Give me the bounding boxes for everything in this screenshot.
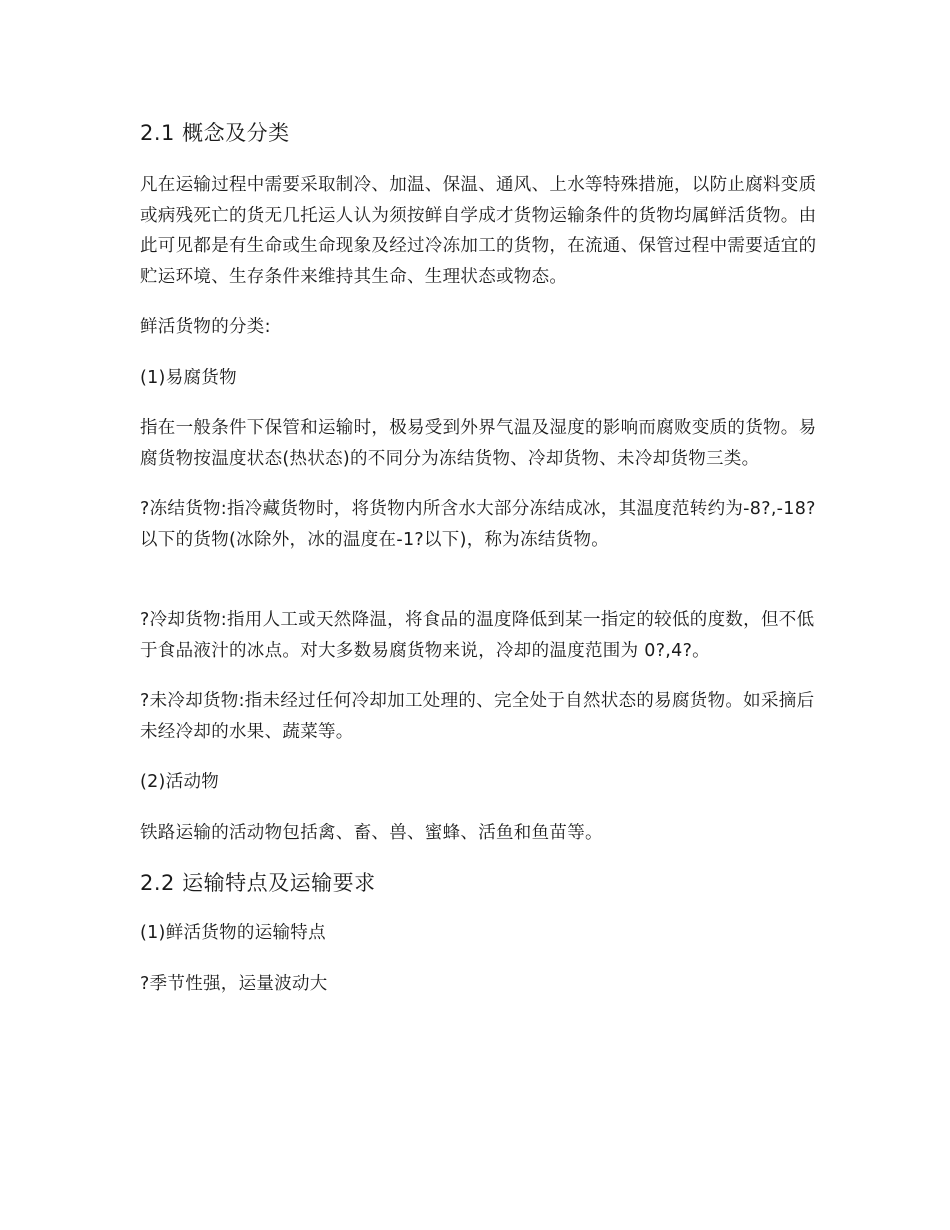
- document-page: [140, 116, 820, 999]
- unchilled-goods-paragraph: ?未冷却货物:指未经过任何冷却加工处理的、完全处于自然状态的易腐货物。如采摘后未经冷却的水果、蔬菜等。: [140, 691, 815, 742]
- section-title-2-2: 2.2 运输特点及运输要求: [140, 871, 376, 895]
- intro-paragraph: 凡在运输过程中需要采取制冷、加温、保温、通风、上水等特殊措施，以防止腐料变质或病残死亡的货无几托运人认为须按鲜自学成才货物运输条件的货物均属鲜活货物。由此可见都是有生命或生命现象及经过冷冻加工的货物，在流通、保管过程中需要适宜的贮运环境、生存条件来维持其生命、生理状态或物态。: [140, 175, 817, 287]
- seasonality-item: ?季节性强，运量波动大: [140, 973, 328, 994]
- frozen-goods-paragraph: ?冻结货物:指冷藏货物时，将货物内所含水大部分冻结成冰，其温度范转约为-8?,-18?以下的货物(冰除外，冰的温度在-1?以下)，称为冻结货物。: [140, 499, 816, 550]
- subsection-transport-features: (1)鲜活货物的运输特点: [140, 923, 326, 943]
- perishable-definition: 指在一般条件下保管和运输时，极易受到外界气温及湿度的影响而腐败变质的货物。易腐货物按温度状态(热状态)的不同分为冻结货物、冷却货物、未冷却货物三类。: [140, 418, 817, 469]
- subsection-perishable: (1)易腐货物: [140, 367, 237, 388]
- section-title-2-1: 2.1 概念及分类: [140, 121, 290, 145]
- chilled-goods-paragraph: ?冷却货物:指用人工或天然降温，将食品的温度降低到某一指定的较低的度数，但不低于食品液汁的冰点。对大多数易腐货物来说，冷却的温度范围为 0?,4?。: [140, 610, 815, 661]
- live-animals-paragraph: 铁路运输的活动物包括禽、畜、兽、蜜蜂、活鱼和鱼苗等。: [140, 822, 603, 843]
- classification-label: 鲜活货物的分类:: [140, 317, 271, 337]
- subsection-live-animals: (2)活动物: [140, 772, 220, 792]
